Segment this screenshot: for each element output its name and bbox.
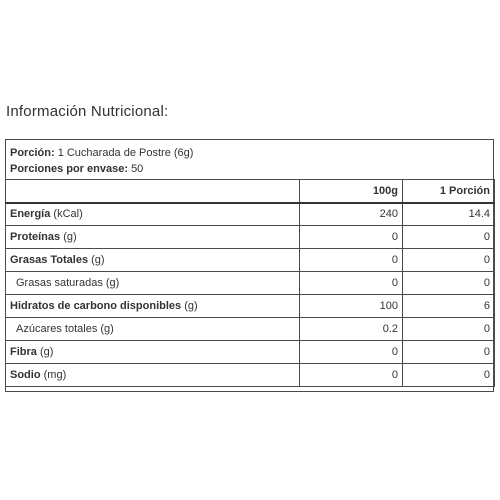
nutrient-name-cell [6, 203, 300, 226]
value-portion: 0 [403, 364, 495, 387]
per-container-label: Porciones por envase: [10, 163, 128, 175]
nutrient-name-cell [6, 272, 300, 295]
nutrient-name-cell [6, 318, 300, 341]
table-row [6, 226, 495, 249]
portion-line [10, 145, 493, 161]
nutrient-unit: (g) [91, 254, 105, 266]
nutrient-unit: (g) [100, 323, 114, 335]
per-container-line [10, 161, 493, 177]
value-100g: 0 [300, 272, 403, 295]
nutrient-name-cell [6, 226, 300, 249]
table-row [6, 203, 495, 226]
per-container-value: 50 [131, 163, 144, 175]
table-header-row [6, 180, 495, 203]
value-portion: 6 [403, 295, 495, 318]
nutrition-table [5, 179, 495, 387]
nutrient-unit: (g) [184, 300, 198, 312]
table-row [6, 318, 495, 341]
nutrition-title: Información Nutricional: [6, 103, 169, 120]
nutrient-name: Energía [10, 208, 51, 221]
portion-value: 1 Cucharada de Postre (6g) [57, 147, 194, 159]
portion-info [6, 140, 493, 180]
nutrient-name: Proteínas [10, 231, 61, 243]
table-row [6, 364, 495, 387]
nutrient-unit: (g) [63, 231, 77, 243]
nutrient-unit: (mg) [43, 369, 67, 381]
table-row [6, 295, 495, 318]
value-100g: 0 [300, 226, 403, 249]
nutrient-name: Grasas saturadas [16, 277, 103, 289]
nutrient-unit: (kCal) [53, 208, 83, 221]
value-100g: 240 [300, 203, 403, 226]
nutrient-name: Fibra [10, 346, 37, 358]
value-100g: 0 [300, 341, 403, 364]
value-portion: 0 [403, 272, 495, 295]
nutrient-unit: (g) [39, 346, 54, 358]
nutrient-name-cell [6, 295, 300, 318]
value-portion: 14.4 [403, 203, 495, 226]
nutrient-name: Hidratos de carbono disponibles [10, 300, 182, 312]
value-portion: 0 [403, 226, 495, 249]
nutrition-panel [5, 139, 494, 392]
table-row [6, 249, 495, 272]
column-header-portion: 1 Porción [403, 180, 495, 203]
value-100g: 0 [300, 364, 403, 387]
nutrient-name-cell [6, 364, 300, 387]
nutrient-unit: (g) [105, 277, 120, 289]
value-100g: 0.2 [300, 318, 403, 341]
column-header-100g: 100g [300, 180, 403, 203]
value-100g: 0 [300, 249, 403, 272]
portion-label: Porción: [10, 147, 55, 159]
nutrient-name: Sodio [10, 369, 41, 381]
nutrient-name: Grasas Totales [10, 254, 89, 266]
nutrient-name-cell [6, 341, 300, 364]
nutrient-name-cell [6, 249, 300, 272]
value-100g: 100 [300, 295, 403, 318]
table-row [6, 272, 495, 295]
value-portion: 0 [403, 249, 495, 272]
value-portion: 0 [403, 341, 495, 364]
value-portion: 0 [403, 318, 495, 341]
table-row [6, 341, 495, 364]
nutrient-name: Azúcares totales [16, 323, 98, 335]
header-empty-cell [6, 180, 300, 203]
